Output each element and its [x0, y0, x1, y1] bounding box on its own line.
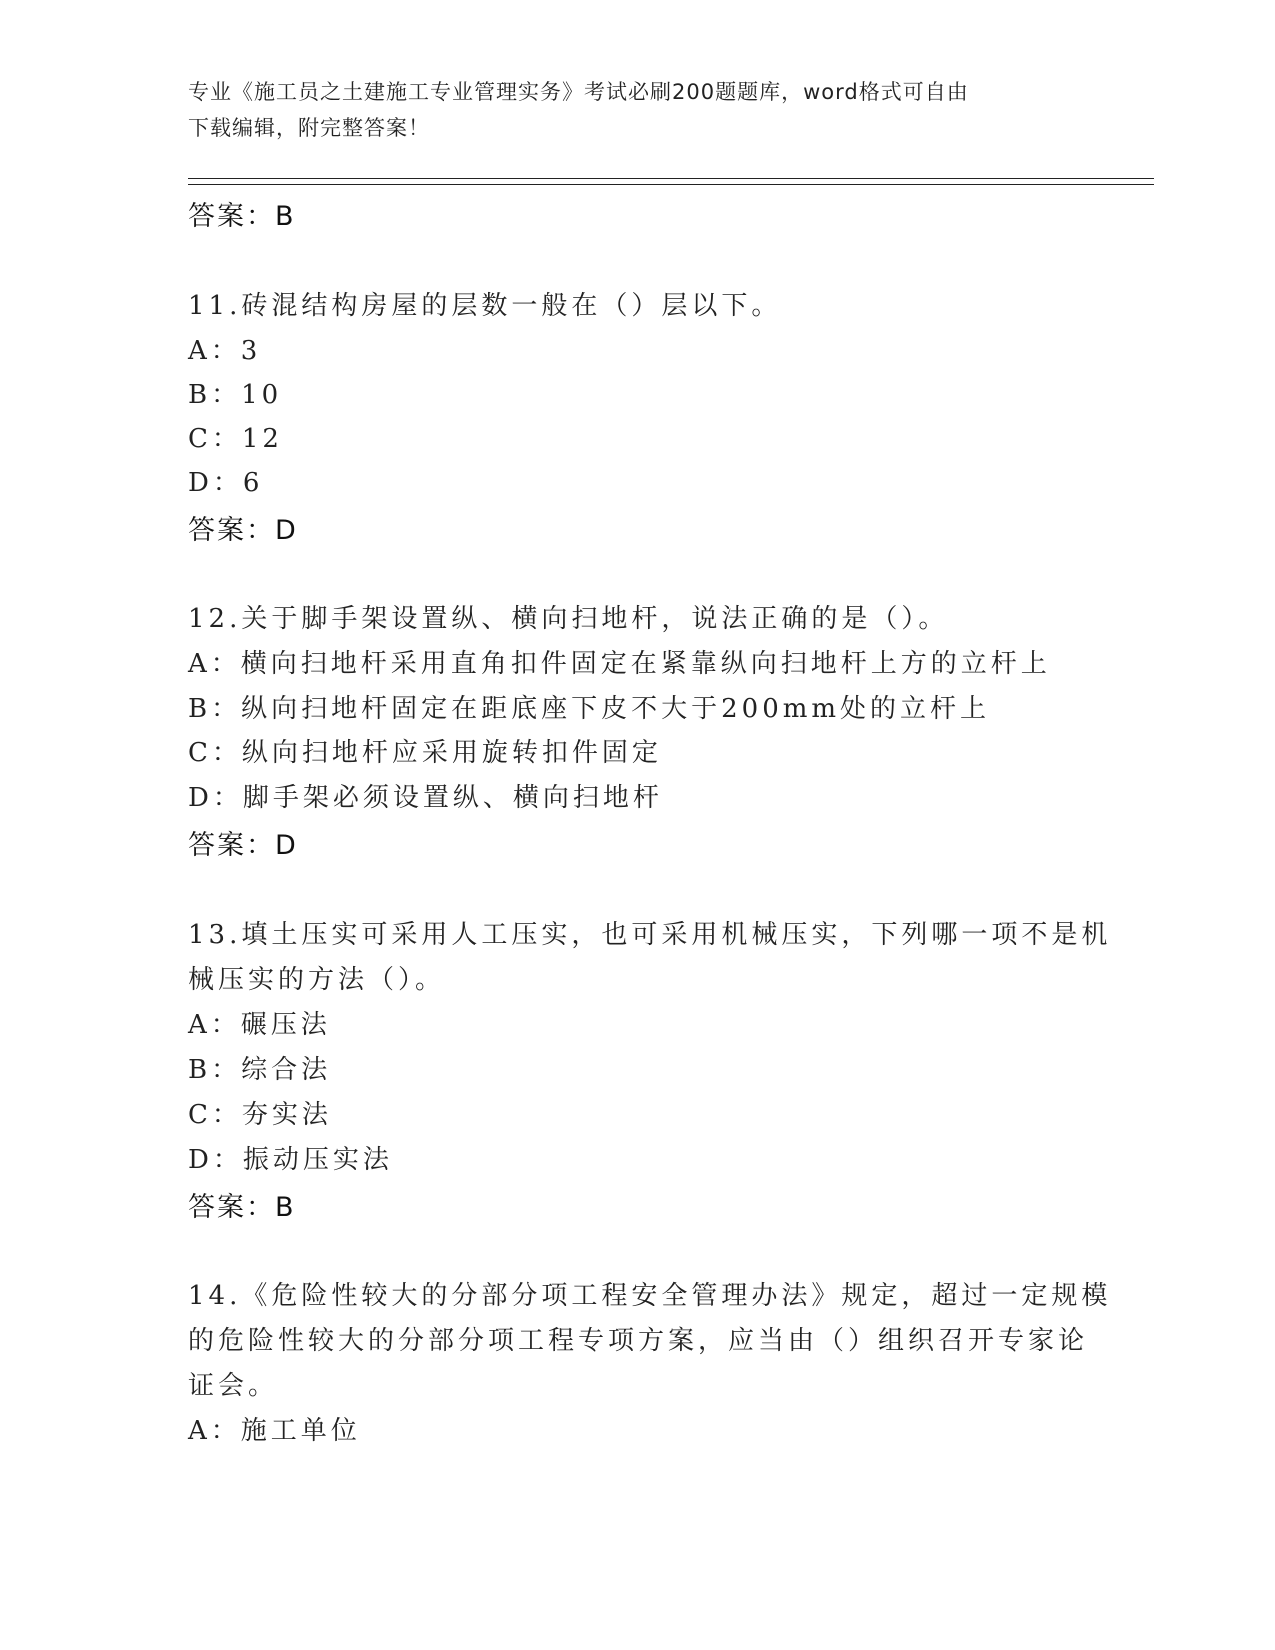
question-13-option-c: C：夯实法: [188, 1100, 332, 1130]
question-13-stem-line-2: 械压实的方法（）。: [188, 965, 446, 995]
question-11-stem: 11.砖混结构房屋的层数一般在（）层以下。: [188, 291, 782, 321]
question-13-answer: 答案：B: [188, 1192, 296, 1223]
question-14-stem-line-2: 的危险性较大的分部分项工程专项方案，应当由（）组织召开专家论: [188, 1326, 1089, 1356]
question-12-option-c: C：纵向扫地杆应采用旋转扣件固定: [188, 738, 662, 768]
question-11-answer: 答案：D: [188, 515, 298, 546]
question-12-answer: 答案：D: [188, 830, 298, 861]
question-13-stem-line-1: 13.填土压实可采用人工压实，也可采用机械压实，下列哪一项不是机: [188, 920, 1112, 950]
question-14-stem-line-1: 14.《危险性较大的分部分项工程安全管理办法》规定，超过一定规模: [188, 1281, 1112, 1311]
question-11-option-c: C：12: [188, 424, 283, 454]
question-14-stem-line-3: 证会。: [188, 1371, 279, 1401]
question-13-option-a: A：碾压法: [188, 1010, 331, 1040]
question-11-option-a: A：3: [188, 336, 262, 366]
question-13-option-b: B：综合法: [188, 1055, 332, 1085]
question-12-option-b: B：纵向扫地杆固定在距底座下皮不大于200mm处的立杆上: [188, 694, 991, 724]
previous-answer: 答案：B: [188, 201, 296, 232]
question-13-option-d: D：振动压实法: [188, 1145, 393, 1175]
header-divider-top: [188, 178, 1154, 179]
header-line-1: 专业《施工员之土建施工专业管理实务》考试必刷200题题库，word格式可自由: [188, 80, 969, 104]
question-11-option-b: B：10: [188, 380, 283, 410]
question-12-option-d: D：脚手架必须设置纵、横向扫地杆: [188, 783, 663, 813]
header-divider-bottom: [188, 184, 1154, 185]
document-header: [188, 74, 1068, 146]
question-14-option-a: A：施工单位: [188, 1416, 361, 1446]
question-12-option-a: A：横向扫地杆采用直角扣件固定在紧靠纵向扫地杆上方的立杆上: [188, 649, 1051, 679]
question-12-stem: 12.关于脚手架设置纵、横向扫地杆，说法正确的是（）。: [188, 604, 949, 634]
question-11-option-d: D：6: [188, 468, 264, 498]
header-line-2: 下载编辑，附完整答案！: [188, 116, 430, 140]
